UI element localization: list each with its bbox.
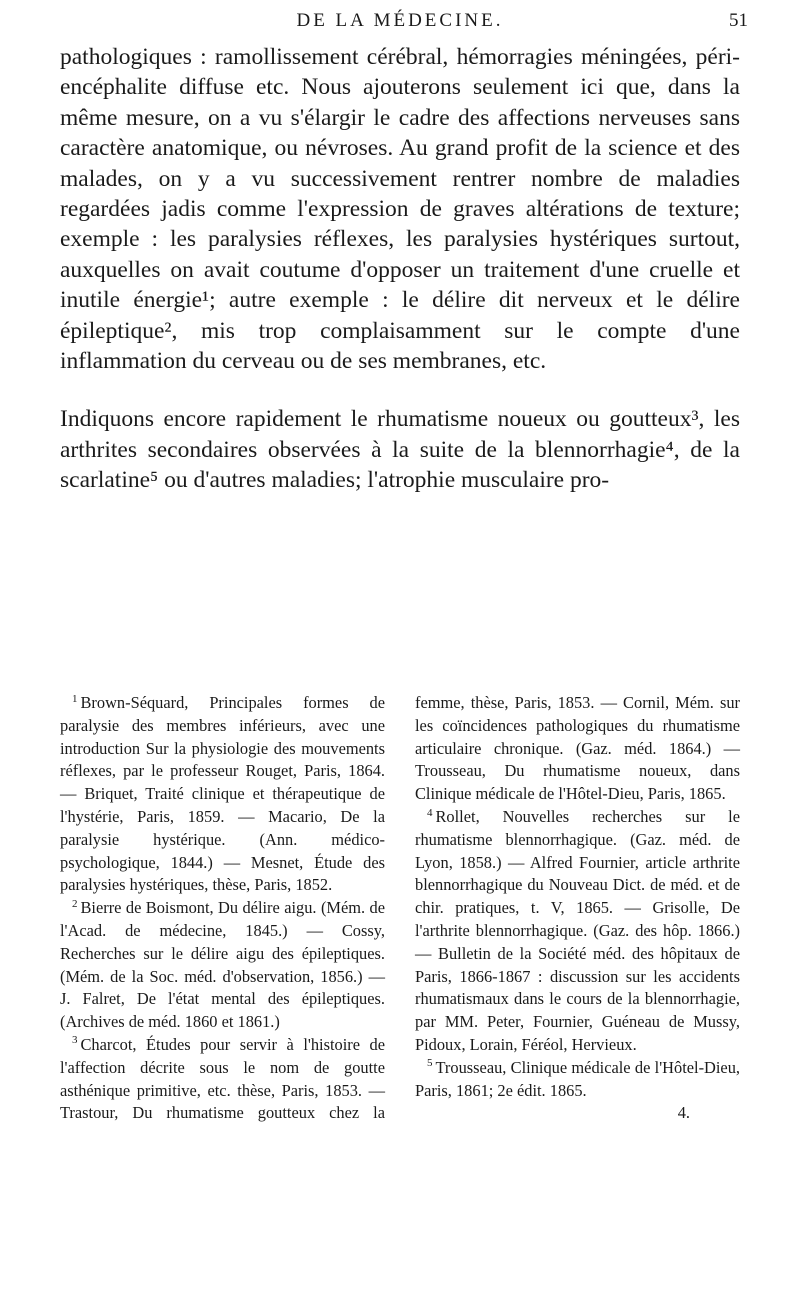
main-text xyxy=(60,42,740,496)
footnote-text: Trousseau, Clinique médicale de l'Hôtel-Dieu, Paris, 1861; 2e édit. 1865. xyxy=(415,1057,740,1100)
footnote-number: 5 xyxy=(427,1057,433,1070)
footnote-text: Rollet, Nouvelles recherches sur le rhumatisme blennorrhagique. (Gaz. méd. de Lyon, 1858.) — Alfred Fournier, article arthrite blennorrhagique du Nouveau Dict. de méd. et de chir. pratiques, t. V, 1865. — Grisolle, De l'arthrite blennorrhagique. (Gaz. des hôp. 1866.) — Bulletin de la Société méd. des hôpitaux de Paris, 1866-1867 : discussion sur les accidents rhumatismaux dans le cours de la blennorrhagie, par MM. Peter, Fournier, Guéneau de Mussy, Pidoux, Lorain, Féréol, Hervieux. xyxy=(415,806,740,1054)
running-header xyxy=(0,6,800,36)
footnote-text: Brown-Séquard, Principales formes de paralysie des membres inférieurs, avec une introduction Sur la physiologie des mouvements réflexes, par le professeur Rouget, Paris, 1864. — Briquet, Traité clinique et thérapeutique de l'hystérie, Paris, 1859. — Macario, De la paralysie hystérique. (Ann. médico-psychologique, 1844.) — Mesnet, Étude des paralysies hystériques, thèse, Paris, 1852. xyxy=(60,693,385,895)
page-number: 51 xyxy=(729,10,748,31)
footnote-2 xyxy=(60,897,385,1034)
footnote-number: 3 xyxy=(72,1034,78,1047)
footnote-4 xyxy=(415,806,740,1057)
footnote-text: Charcot, Études pour servir à l'histoire de l'affection décrite sous le nom de goutte asthénique primitive, etc. thèse, Paris, 1853. — Trastour, Du rhumatisme goutteux chez la femme, thèse, Paris, 1853. — Cornil, Mém. sur les coïncidences pathologiques du rhumatisme articulaire chronique. (Gaz. méd. 1864.) — Trousseau, Du rhumatisme noueux, dans Clinique médicale de l'Hôtel-Dieu, Paris, 1865. xyxy=(60,693,740,1123)
footnotes xyxy=(60,692,740,1125)
signature-mark: 4. xyxy=(677,1103,690,1123)
paragraph-1: pathologiques : ramollissement cérébral, hémorragies méningées, péri-encéphalite diffuse etc. Nous ajouterons seulement ici que, dans la même mesure, on a vu s'élargir le cadre des affections nerveuses sans caractère anatomique, ou névroses. Au grand profit de la science et des malades, on y a vu successivement rentrer nombre de maladies regardées jadis comme l'expression de graves altérations de texture; exemple : les paralysies réflexes, les paralysies hystériques surtout, auxquelles on avait coutume d'opposer un traitement d'une cruelle et inutile énergie¹; autre exemple : le délire dit nerveux et le délire épileptique², mis trop complaisamment sur le compte d'une inflammation du cerveau ou de ses membranes, etc. xyxy=(60,44,740,375)
paragraph-2: Indiquons encore rapidement le rhumatisme noueux ou goutteux³, les arthrites secondaires observées à la suite de la blennorrhagie⁴, de la scarlatine⁵ ou d'autres maladies; l'atrophie musculaire pro- xyxy=(60,406,740,494)
footnote-number: 2 xyxy=(72,897,78,910)
footnote-5 xyxy=(415,1057,740,1103)
footnote-number: 4 xyxy=(427,806,433,819)
running-title: DE LA MÉDECINE. xyxy=(296,10,504,31)
footnote-number: 1 xyxy=(72,692,78,705)
footnote-text: Bierre de Boismont, Du délire aigu. (Mém. de l'Acad. de médecine, 1845.) — Cossy, Recherches sur le délire aigu des épileptiques. (Mém. de la Soc. méd. d'observation, 1856.) — J. Falret, De l'état mental des épileptiques. (Archives de méd. 1860 et 1861.) xyxy=(60,898,385,1032)
footnote-1 xyxy=(60,692,385,897)
